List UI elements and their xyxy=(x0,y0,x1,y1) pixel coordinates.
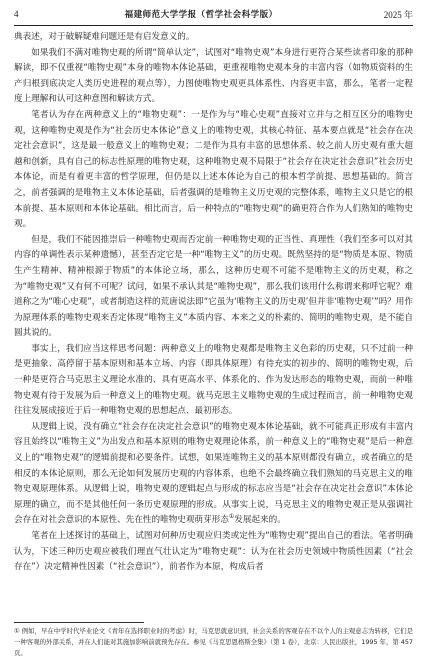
paragraph-7: 笔者在上述探讨的基础上，试图对何种历史观应归类或定性为“唯物史观”提出自己的看法。笔者明确认为，下述三种历史观应被我们理直气壮认定为“唯物史观”：认为在社会历史领域中物质性因素（“社会存在”）决定精神性因素（“社会意识”），前者作为本原，构成后者 xyxy=(14,531,413,573)
paragraph-6-tail: 发展起来的。 xyxy=(234,515,286,526)
paragraph-6-text: 从逻辑上说，没有确立“社会存在决定社会意识”的唯物史观本体论基础，就不可能真正形成有丰富内容且始终以“唯物主义”为出发点和基本原则的唯物史观理论体系，前一种意义上的“唯物史观”是后一种意义上的“唯物史观”的逻辑前提和必要条件。试想，如果连唯物主义的基本原则都没有确立，或者确立的是相反的本体论原则，那么无论如何发展历史观的内容体系，也绝不会最终确立我们熟知的马克思主义的唯物史观原理体系。从逻辑上说，唯物史观的逻辑起点与形成的标志应当是“社会存在决定社会意识”本体论原理的确立，而不是其他任何一条历史观原理的形成。从事实上说，马克思主义的唯物史观正是从强调社会存在对社会意识的本原性、先在性的唯物史观萌芽形态 xyxy=(14,421,413,526)
footnote-text: 例如，早在中学时代毕业论文《青年在选择职业时的考虑》时，马克思就意识到，社会关系的客观存在不以个人的主观意志为转移，它们是一种客观的外部关系，并在人们能对其施加影响前就预先存在。参见《马克思恩格斯全集》（第 1 卷），北京：人民出版社，1995 年，第 457 页。 xyxy=(14,627,414,657)
running-header xyxy=(14,6,413,22)
page-number: 4 xyxy=(14,9,19,19)
paragraph-2: 如果我们不满对唯物史观的所谓“简单认定”，试图对“唯物史观”本身进行更符合某些读者印象的那种解读，即不仅重视“唯物史观”本身的唯物本体论基础，更重视唯物史观本身的丰富内容（如物质资料的生产归根到底决定人类历史进程的观点等），力图使唯物史观更具体系性、内容更丰富，那么，笔者一定程度上理解和认可这种意图和解读方式。 xyxy=(14,47,413,105)
footnote-marker: ① xyxy=(14,627,20,635)
paragraph-5: 事实上，我们应当这样思考问题：两种意义上的唯物史观都是唯物主义色彩的历史观，只不过前一种是更抽象、高停留于基本原则和基本立场、内容（即具体原理）有待充实的初步的、简明的唯物史观，后一种是更符合马克思主义理论水准的、具有更高水平、体系化的、作为发达形态的唯物史观，而前一种唯物史观有待于发展为后一种意义上的唯物史观。就马克思主义唯物史观的生成过程而言，前一种唯物史观往往发展成接近于后一种唯物史观的思想起点、最初形态。 xyxy=(14,343,413,417)
article-body xyxy=(14,30,413,576)
paragraph-3: 笔者认为存在两种意义上的“唯物史观”：一是作为与“唯心史观”直接对立并与之相互区分的唯物史观，这种唯物史观是作为“社会历史本体论”意义上的唯物史观，其核心特征、基本要点就是“社会存在决定社会意识”，这是最一般意义上的唯物史观；二是作为具有丰富的思想体系、较之前人历史观有重大超越和创新，具有自己的标志性原理的唯物史观，这种唯物史观不局限于“社会存在决定社会意识”社会历史本体论，而是有着更丰富的哲学原理，但仍是以上述本体论为自己的根本哲学前提、思想基础的。简言之，前者强调的是唯物主义本体论基础，后者强调的是唯物主义历史观的完整体系，唯物主义只是它的根本前提、基本原则和本体论基础。相比而言，后一种特点的“唯物史观”的确更符合作为人们熟知的唯物史观。 xyxy=(14,109,413,230)
header-divider xyxy=(14,25,413,26)
publication-year: 2025 年 xyxy=(383,9,413,20)
footnote-divider xyxy=(14,622,144,623)
paragraph-4: 但是，我们不能因推崇后一种唯物史观而否定前一种唯物史观的正当性、真理性（我们至多可以对其内容的单调性表示某种遗憾），甚至否定它是一种“唯物主义”的历史观。既然坚持的是“物质是本原、物质生产生精神、精神根源于物质”的本体论立场，那么，这种历史观不可能不是唯物主义的历史观，称之为“唯物史观”又有何不可呢？试问，如果不承认其是“唯物史观”，那么我们该用什么称谓来称呼它呢？难道称之为“唯心史观”，或者制造这样的荒唐说法即“它虽为‘唯物主义的历史观’但并非‘唯物史观’”吗？用作为原理体系的唯物史观来否定体现“唯物主义”本质内容、本来之义的朴素的、简明的唯物史观，是不能自圆其说的。 xyxy=(14,234,413,339)
journal-title: 福建师范大学学报（哲学社会科学版） xyxy=(124,10,278,20)
paragraph-6 xyxy=(14,420,413,529)
paragraph-1: 典表述，对于破解疑难问题还是有启发意义的。 xyxy=(14,32,195,42)
footnote-reference[interactable]: ① xyxy=(228,513,235,521)
footnote xyxy=(14,626,413,659)
